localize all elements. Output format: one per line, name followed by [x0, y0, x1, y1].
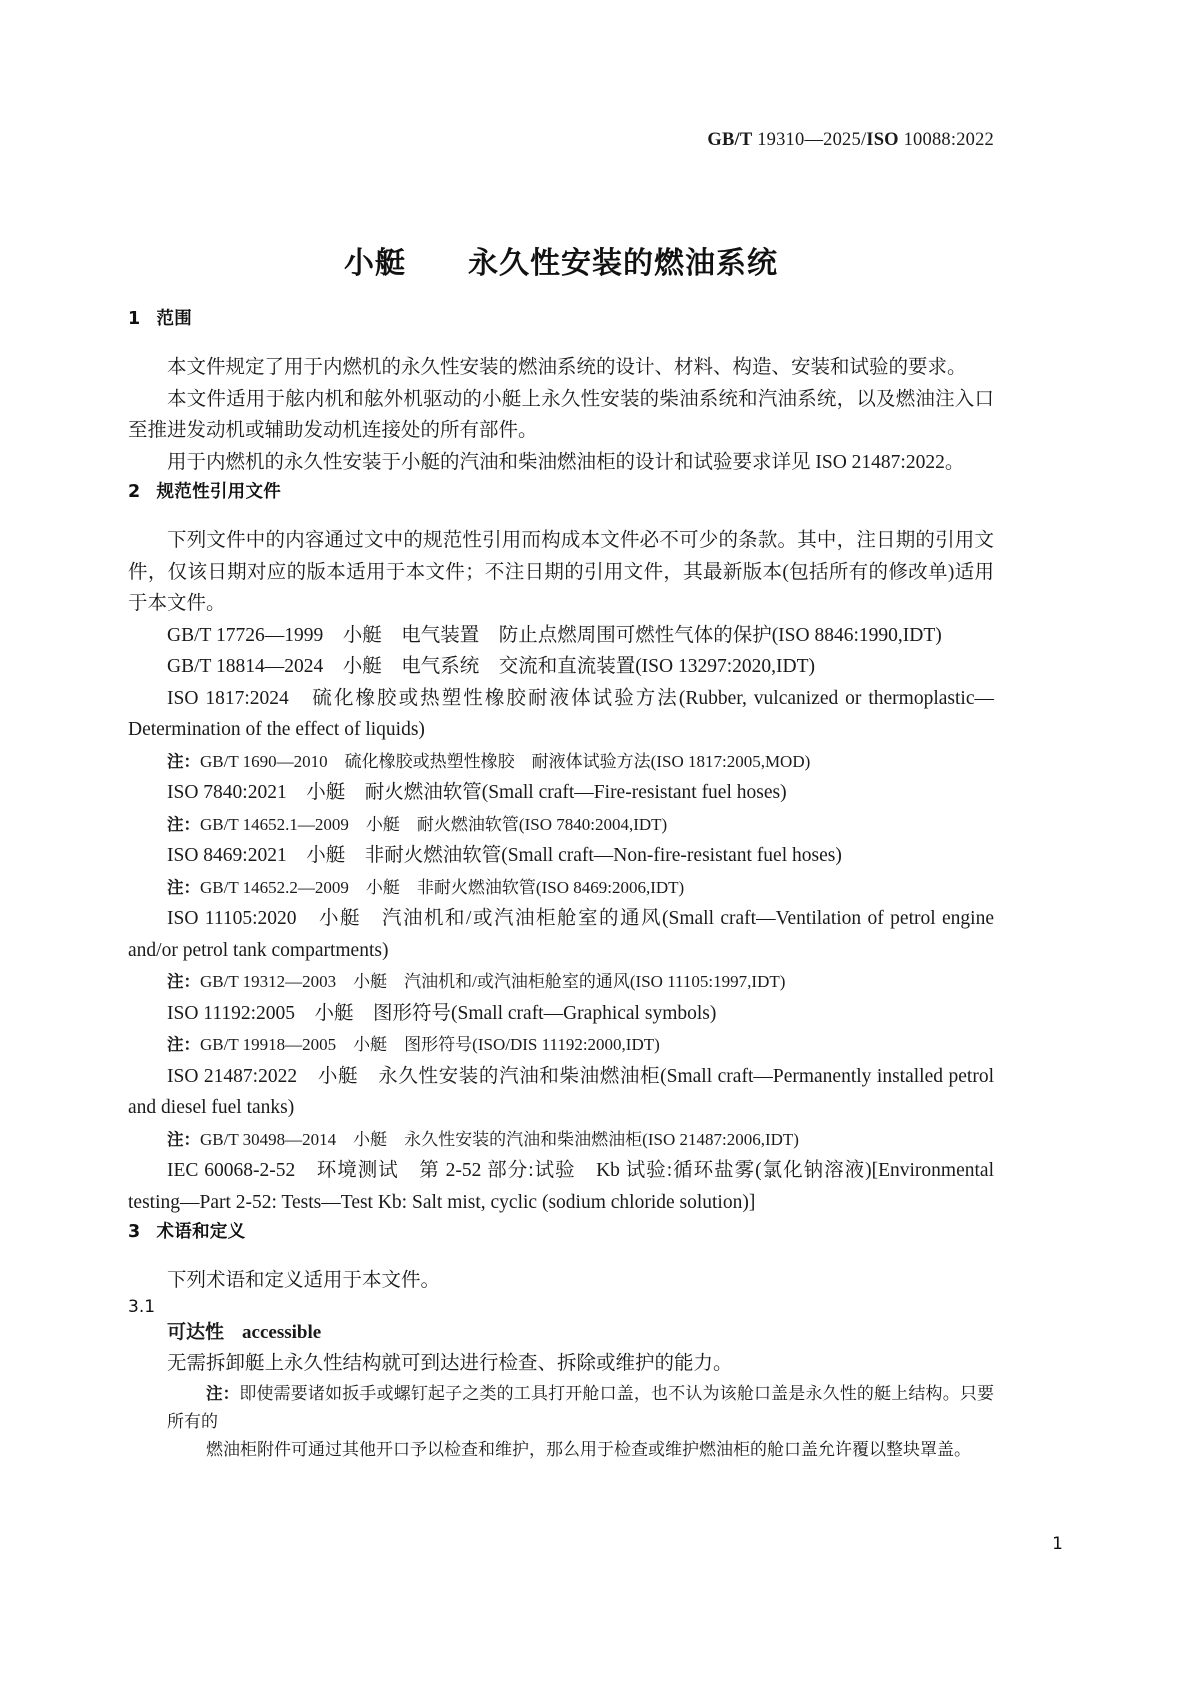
reference-note: [128, 1124, 994, 1156]
reference-entry: ISO 8469:2021 小艇 非耐火燃油软管(Small craft—Non-fire-resistant fuel hoses): [167, 845, 842, 866]
clause-heading-normative-references: [128, 478, 994, 503]
terms-intro: 下列术语和定义适用于本文件。: [167, 1270, 441, 1291]
note-label: 注：: [167, 972, 200, 991]
note-label: 注：: [167, 1129, 200, 1149]
scope-paragraph-1: 本文件规定了用于内燃机的永久性安装的燃油系统的设计、材料、构造、安装和试验的要求。: [167, 357, 967, 378]
term-name-en: accessible: [242, 1321, 322, 1343]
note-label: 注：: [206, 1383, 240, 1403]
term-name-cn: 可达性: [167, 1320, 225, 1343]
normative-references-list: [128, 620, 994, 1219]
term-number: 3.1: [128, 1296, 156, 1317]
note-label: 注：: [167, 1035, 200, 1054]
term-name: [128, 1317, 994, 1349]
reference-note: [128, 1029, 994, 1061]
reference-note: [128, 746, 994, 778]
clause-number-3: 3: [128, 1222, 141, 1242]
reference-entry: ISO 21487:2022 小艇 永久性安装的汽油和柴油燃油柜(Small craft—Permanently installed petrol and diesel fuel tanks): [128, 1065, 994, 1118]
header-code-suffix: 10088:2022: [898, 130, 994, 150]
running-header: [128, 130, 994, 151]
term-note-line-1: [128, 1380, 994, 1436]
note-text: GB/T 1690—2010 硫化橡胶或热塑性橡胶 耐液体试验方法(ISO 1817:2005,MOD): [200, 751, 811, 771]
note-text: GB/T 19918—2005 小艇 图形符号(ISO/DIS 11192:2000,IDT): [200, 1035, 660, 1054]
note-label: 注：: [167, 814, 200, 834]
normative-references-intro: 下列文件中的内容通过文中的规范性引用而构成本文件必不可少的条款。其中，注日期的引用文件，仅该日期对应的版本适用于本文件；不注日期的引用文件，其最新版本(包括所有的修改单)适用于本文件。: [128, 530, 994, 614]
page-title: 小艇 永久性安装的燃油系统: [344, 246, 778, 282]
reference-entry: ISO 1817:2024 硫化橡胶或热塑性橡胶耐液体试验方法(Rubber, vulcanized or thermoplastic—Determination of the effect of liquids): [128, 687, 994, 740]
document-body: [128, 305, 994, 1464]
reference-note: [128, 966, 994, 998]
term-note-line-2: 燃油柜附件可通过其他开口予以检查和维护，那么用于检查或维护燃油柜的舱口盖允许覆以整块罩盖。: [206, 1439, 971, 1459]
clause-label-3: 术语和定义: [156, 1222, 246, 1242]
clause-label-2: 规范性引用文件: [156, 482, 282, 502]
scope-paragraph-3: 用于内燃机的永久性安装于小艇的汽油和柴油燃油柜的设计和试验要求详见 ISO 21487:2022。: [167, 451, 965, 473]
reference-entry: ISO 7840:2021 小艇 耐火燃油软管(Small craft—Fire-resistant fuel hoses): [167, 782, 787, 803]
header-code-middle: 19310—2025/: [752, 130, 867, 150]
scope-paragraph-2: 本文件适用于舷内机和舷外机驱动的小艇上永久性安装的柴油系统和汽油系统，以及燃油注入口至推进发动机或辅助发动机连接处的所有部件。: [128, 388, 994, 441]
reference-note: [128, 872, 994, 904]
clause-heading-terms: [128, 1218, 994, 1243]
reference-entry: ISO 11192:2005 小艇 图形符号(Small craft—Graphical symbols): [167, 1002, 717, 1024]
reference-entry: GB/T 17726—1999 小艇 电气装置 防止点燃周围可燃性气体的保护(ISO 8846:1990,IDT): [167, 624, 942, 646]
clause-heading-scope: [128, 305, 994, 330]
note-text: GB/T 19312—2003 小艇 汽油机和/或汽油柜舱室的通风(ISO 11105:1997,IDT): [200, 972, 786, 991]
reference-note: [128, 809, 994, 841]
term-definition: 无需拆卸艇上永久性结构就可到达进行检查、拆除或维护的能力。: [167, 1353, 733, 1374]
reference-entry: IEC 60068-2-52 环境测试 第 2-52 部分:试验 Kb 试验:循环盐雾(氯化钠溶液)[Environmental testing—Part 2-52: Tests—Test Kb: Salt mist, cyclic (sodium chloride solution)]: [128, 1160, 994, 1213]
note-label: 注：: [167, 877, 200, 897]
note-label: 注：: [167, 751, 200, 771]
header-code-prefix: GB/T: [707, 130, 753, 150]
term-entry: [128, 1297, 994, 1464]
clause-label-1: 范围: [156, 309, 193, 329]
clause-number-1: 1: [128, 309, 141, 329]
page-number: 1: [1052, 1534, 1063, 1554]
clause-number-2: 2: [128, 482, 141, 502]
note-text: GB/T 14652.2—2009 小艇 非耐火燃油软管(ISO 8469:2006,IDT): [200, 877, 685, 897]
note-text: GB/T 14652.1—2009 小艇 耐火燃油软管(ISO 7840:2004,IDT): [200, 814, 668, 834]
note-text: GB/T 30498—2014 小艇 永久性安装的汽油和柴油燃油柜(ISO 21487:2006,IDT): [200, 1129, 799, 1149]
header-code-iso: ISO: [866, 130, 899, 150]
reference-entry: GB/T 18814—2024 小艇 电气系统 交流和直流装置(ISO 13297:2020,IDT): [167, 656, 816, 677]
note-text: 即使需要诸如扳手或螺钉起子之类的工具打开舱口盖，也不认为该舱口盖是永久性的艇上结构。只要所有的: [167, 1383, 994, 1431]
reference-entry: ISO 11105:2020 小艇 汽油机和/或汽油柜舱室的通风(Small craft—Ventilation of petrol engine and/or petrol tank compartments): [128, 908, 994, 961]
